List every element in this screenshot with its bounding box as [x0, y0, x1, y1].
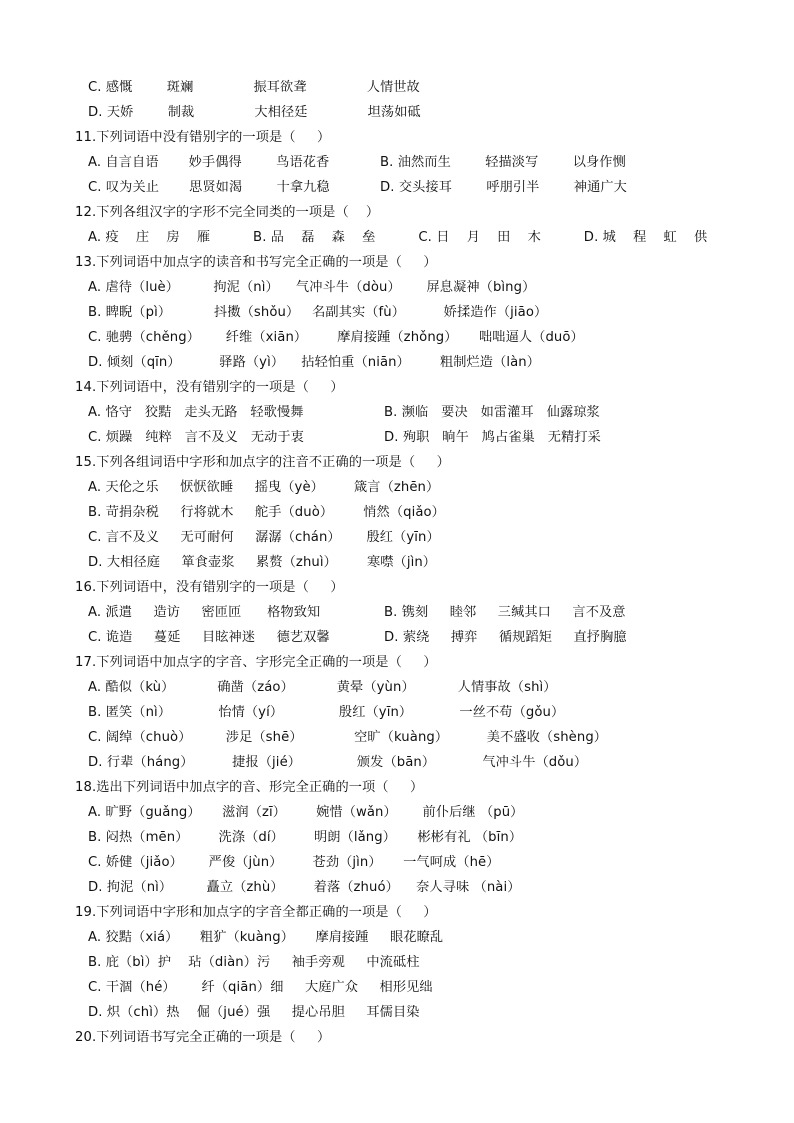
answer-option: A. 天伦之乐 恹恹欲睡 摇曳（yè） 箴言（zhēn）: [88, 480, 440, 495]
answer-option: B. 闷热（mēn） 洗涤（dí） 明朗（lǎng） 彬彬有礼 （bīn）: [88, 830, 523, 845]
answer-option: C. 娇健（jiǎo） 严俊（jùn） 苍劲（jìn） 一气呵成（hē）: [88, 855, 500, 870]
answer-option: D. 萦绕 搏弈 循规蹈矩 直抒胸臆: [384, 630, 627, 645]
answer-option: D. 大相径庭 箪食壶浆 累赘（zhuì） 寒噤（jìn）: [88, 555, 437, 570]
question-stem: 11.下列词语中没有错别字的一项是（ ）: [75, 130, 331, 145]
question-stem: 14.下列词语中，没有错别字的一项是（ ）: [75, 380, 344, 395]
answer-option: A. 恪守 狡黠 走头无路 轻歌慢舞: [88, 405, 304, 420]
answer-option: B. 苛捐杂税 行将就木 舵手（duò） 悄然（qiǎo）: [88, 505, 445, 520]
answer-option: C. 烦躁 纯粹 言不及义 无动于衷: [88, 430, 304, 445]
answer-option: B. 濒临 要决 如雷灌耳 仙露琼浆: [384, 405, 600, 420]
answer-option: D. 倾刻（qīn） 驿路（yì） 拈轻怕重（niān） 粗制烂造（làn）: [88, 355, 541, 370]
answer-option: D. 行辈（háng） 捷报（jié） 颁发（bān） 气冲斗牛（dǒu）: [88, 755, 588, 770]
question-stem: 18.选出下列词语中加点字的音、形完全正确的一项（ ）: [75, 780, 424, 795]
answer-option: A. 狡黠（xiá） 粗犷（kuàng） 摩肩接踵 眼花瞭乱: [88, 930, 444, 945]
answer-option: C. 感慨 斑斓 振耳欲聋 人情世故: [88, 80, 420, 95]
answer-option: A. 酷似（kù） 确凿（záo） 黄晕（yùn） 人情事故（shì）: [88, 680, 557, 695]
answer-option: D. 天娇 制裁 大相径廷 坦荡如砥: [88, 105, 421, 120]
answer-option: C. 干涸（hé） 纤（qiān）细 大庭广众 相形见绌: [88, 980, 433, 995]
answer-option: D. 拘泥（nì） 矗立（zhù） 着落（zhuó） 奈人寻味 （nài）: [88, 880, 521, 895]
answer-option: D. 交头接耳 呼朋引半 神通广大: [380, 180, 627, 195]
answer-option: B. 油然而生 轻描淡写 以身作恻: [380, 155, 626, 170]
answer-option: C. 言不及义 无可耐何 潺潺（chán） 殷红（yīn）: [88, 530, 440, 545]
answer-option: C. 诡造 蔓延 目眩神迷 德艺双馨: [88, 630, 330, 645]
answer-option: A. 派遣 造访 密匝匝 格物致知: [88, 605, 321, 620]
answer-option: C. 叹为关止 思贤如渴 十拿九稳: [88, 180, 330, 195]
answer-option: D. 殉职 晌午 鸠占雀巢 无精打采: [384, 430, 601, 445]
answer-option: D. 炽（chì）热 倔（jué）强 提心吊胆 耳儒目染: [88, 1005, 420, 1020]
answer-option: C. 阔绰（chuò） 涉足（shē） 空旷（kuàng） 美不盛收（shèng）: [88, 730, 608, 745]
question-stem: 19.下列词语中字形和加点字的字音全都正确的一项是（ ）: [75, 905, 437, 920]
question-stem: 17.下列词语中加点字的字音、字形完全正确的一项是（ ）: [75, 655, 437, 670]
answer-option: B. 睥睨（pì） 抖擞（shǒu） 名副其实（fù） 娇揉造作（jiāo）: [88, 305, 548, 320]
question-stem: 16.下列词语中，没有错别字的一项是（ ）: [75, 580, 344, 595]
question-stem: 13.下列词语中加点字的读音和书写完全正确的一项是（ ）: [75, 255, 437, 270]
answer-option: C. 驰骋（chěng） 纤维（xiān） 摩肩接踵（zhǒng） 咄咄逼人（duō）: [88, 330, 584, 345]
question-stem: 20.下列词语书写完全正确的一项是（ ）: [75, 1030, 331, 1045]
question-stem: 15.下列各组词语中字形和加点字的注音不正确的一项是（ ）: [75, 455, 450, 470]
answer-option: B. 镌刻 睦邻 三缄其口 言不及意: [384, 605, 626, 620]
answer-option: B. 庇（bì）护 玷（diàn）污 袖手旁观 中流砥柱: [88, 955, 420, 970]
answer-option: A. 旷野（guǎng） 滋润（zī） 婉惜（wǎn） 前仆后继 （pū）: [88, 805, 524, 820]
answer-option: A. 自言自语 妙手偶得 鸟语花香: [88, 155, 330, 170]
answer-option: B. 匿笑（nì） 怡情（yí） 殷红（yīn） 一丝不苟（gǒu）: [88, 705, 565, 720]
answer-option: A. 疫 庄 房 雁 B. 品 磊 森 垒 C. 日 月 田 木 D. 城 程 虹 供: [88, 230, 708, 245]
question-stem: 12.下列各组汉字的字形不完全同类的一项是（ ）: [75, 205, 380, 220]
answer-option: A. 虐待（luè） 拘泥（nì） 气冲斗牛（dòu） 屏息凝神（bìng）: [88, 280, 536, 295]
